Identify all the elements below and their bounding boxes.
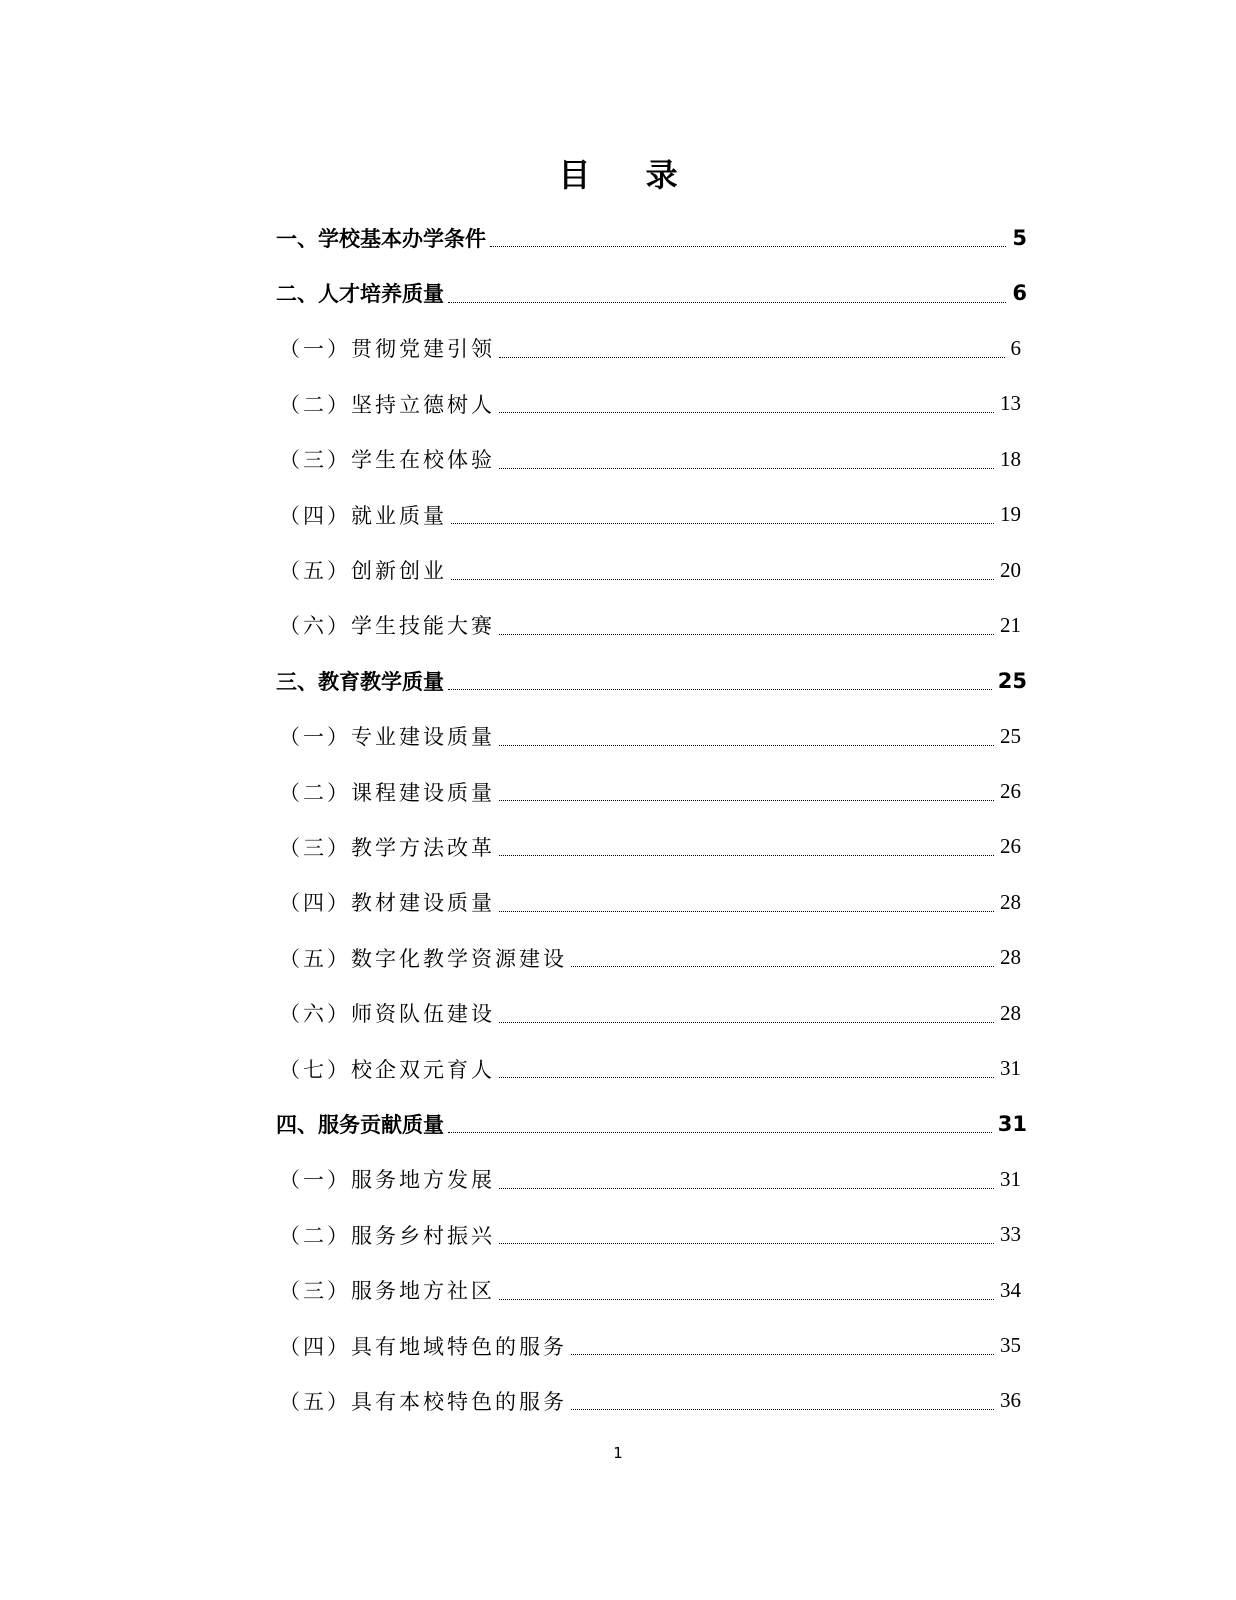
toc-entry-page-number: 18 [1000, 446, 1021, 471]
toc-dot-leader [451, 523, 994, 524]
toc-dot-leader [499, 357, 1005, 358]
toc-entry-label: （三）教学方法改革 [279, 835, 495, 860]
toc-entry-label: （四）具有地域特色的服务 [279, 1334, 567, 1359]
toc-entry-label: （六）学生技能大赛 [279, 614, 495, 639]
toc-entry-page-number: 25 [1000, 723, 1021, 748]
toc-subsection-entry[interactable] [0, 432, 1236, 487]
toc-entry-label: （六）师资队伍建设 [279, 1002, 495, 1027]
toc-subsection-entry[interactable] [0, 1318, 1236, 1373]
toc-dot-leader [571, 966, 994, 967]
toc-section-entry[interactable] [0, 1096, 1236, 1151]
toc-entry-label: 一、学校基本办学条件 [276, 226, 486, 251]
toc-entry-page-number: 28 [1000, 889, 1021, 914]
toc-dot-leader [499, 800, 994, 801]
toc-dot-leader [499, 1022, 994, 1023]
toc-entry-page-number: 26 [1000, 834, 1021, 859]
toc-entry-page-number: 6 [1012, 281, 1027, 306]
toc-entry-label: （一）服务地方发展 [279, 1168, 495, 1193]
toc-entry-label: （五）具有本校特色的服务 [279, 1389, 567, 1414]
toc-entry-page-number: 36 [1000, 1388, 1021, 1413]
page-number: 1 [613, 1444, 623, 1462]
toc-entry-page-number: 13 [1000, 391, 1021, 416]
toc-entry-page-number: 34 [1000, 1277, 1021, 1302]
toc-subsection-entry[interactable] [0, 1207, 1236, 1262]
toc-entry-label: （一）贯彻党建引领 [279, 337, 495, 362]
toc-dot-leader [448, 689, 992, 690]
toc-entry-label: （三）学生在校体验 [279, 448, 495, 473]
toc-entry-page-number: 31 [997, 1111, 1027, 1136]
toc-entry-label: （二）课程建设质量 [279, 780, 495, 805]
toc-entry-page-number: 26 [1000, 779, 1021, 804]
toc-entry-label: （一）专业建设质量 [279, 725, 495, 750]
toc-entry-page-number: 5 [1012, 225, 1027, 250]
toc-subsection-entry[interactable] [0, 985, 1236, 1040]
toc-dot-leader [499, 468, 994, 469]
toc-entry-label: 四、服务贡献质量 [276, 1112, 444, 1137]
toc-dot-leader [448, 302, 1006, 303]
toc-entry-label: （五）数字化教学资源建设 [279, 946, 567, 971]
toc-entry-page-number: 28 [1000, 945, 1021, 970]
toc-entry-page-number: 33 [1000, 1222, 1021, 1247]
toc-dot-leader [499, 745, 994, 746]
toc-subsection-entry[interactable] [0, 487, 1236, 542]
toc-entry-label: （二）服务乡村振兴 [279, 1223, 495, 1248]
toc-entry-page-number: 19 [1000, 502, 1021, 527]
toc-dot-leader [499, 1188, 994, 1189]
toc-dot-leader [499, 412, 994, 413]
toc-dot-leader [451, 579, 994, 580]
toc-dot-leader [571, 1409, 994, 1410]
toc-subsection-entry[interactable] [0, 1152, 1236, 1207]
toc-dot-leader [571, 1354, 994, 1355]
toc-subsection-entry[interactable] [0, 542, 1236, 597]
toc-subsection-entry[interactable] [0, 1373, 1236, 1428]
toc-dot-leader [499, 911, 994, 912]
toc-entry-page-number: 31 [1000, 1166, 1021, 1191]
toc-dot-leader [499, 634, 994, 635]
toc-entry-label: （三）服务地方社区 [279, 1279, 495, 1304]
toc-subsection-entry[interactable] [0, 598, 1236, 653]
toc-entry-page-number: 25 [997, 668, 1027, 693]
toc-subsection-entry[interactable] [0, 321, 1236, 376]
toc-entry-label: （五）创新创业 [279, 559, 447, 584]
toc-entry-page-number: 31 [1000, 1056, 1021, 1081]
toc-subsection-entry[interactable] [0, 819, 1236, 874]
table-of-contents [0, 210, 1236, 1429]
toc-section-entry[interactable] [0, 653, 1236, 708]
toc-entry-page-number: 35 [1000, 1333, 1021, 1357]
toc-entry-page-number: 20 [1000, 557, 1021, 582]
toc-entry-label: （七）校企双元育人 [279, 1057, 495, 1082]
toc-dot-leader [499, 855, 994, 856]
toc-section-entry[interactable] [0, 210, 1236, 265]
toc-section-entry[interactable] [0, 265, 1236, 320]
toc-dot-leader [490, 246, 1006, 247]
toc-entry-page-number: 28 [1000, 1000, 1021, 1025]
toc-dot-leader [448, 1132, 992, 1133]
toc-subsection-entry[interactable] [0, 764, 1236, 819]
toc-entry-label: 三、教育教学质量 [276, 669, 444, 694]
toc-entry-page-number: 6 [1010, 335, 1021, 360]
toc-entry-label: 二、人才培养质量 [276, 282, 444, 307]
toc-entry-label: （四）就业质量 [279, 503, 447, 528]
page-title: 目 录 [558, 156, 700, 195]
toc-entry-label: （二）坚持立德树人 [279, 392, 495, 417]
toc-subsection-entry[interactable] [0, 930, 1236, 985]
toc-subsection-entry[interactable] [0, 709, 1236, 764]
toc-dot-leader [499, 1077, 994, 1078]
toc-entry-label: （四）教材建设质量 [279, 891, 495, 916]
toc-subsection-entry[interactable] [0, 376, 1236, 431]
toc-subsection-entry[interactable] [0, 1262, 1236, 1317]
toc-subsection-entry[interactable] [0, 1041, 1236, 1096]
toc-subsection-entry[interactable] [0, 875, 1236, 930]
toc-dot-leader [499, 1299, 994, 1300]
toc-entry-page-number: 21 [1000, 612, 1021, 637]
toc-dot-leader [499, 1243, 994, 1244]
